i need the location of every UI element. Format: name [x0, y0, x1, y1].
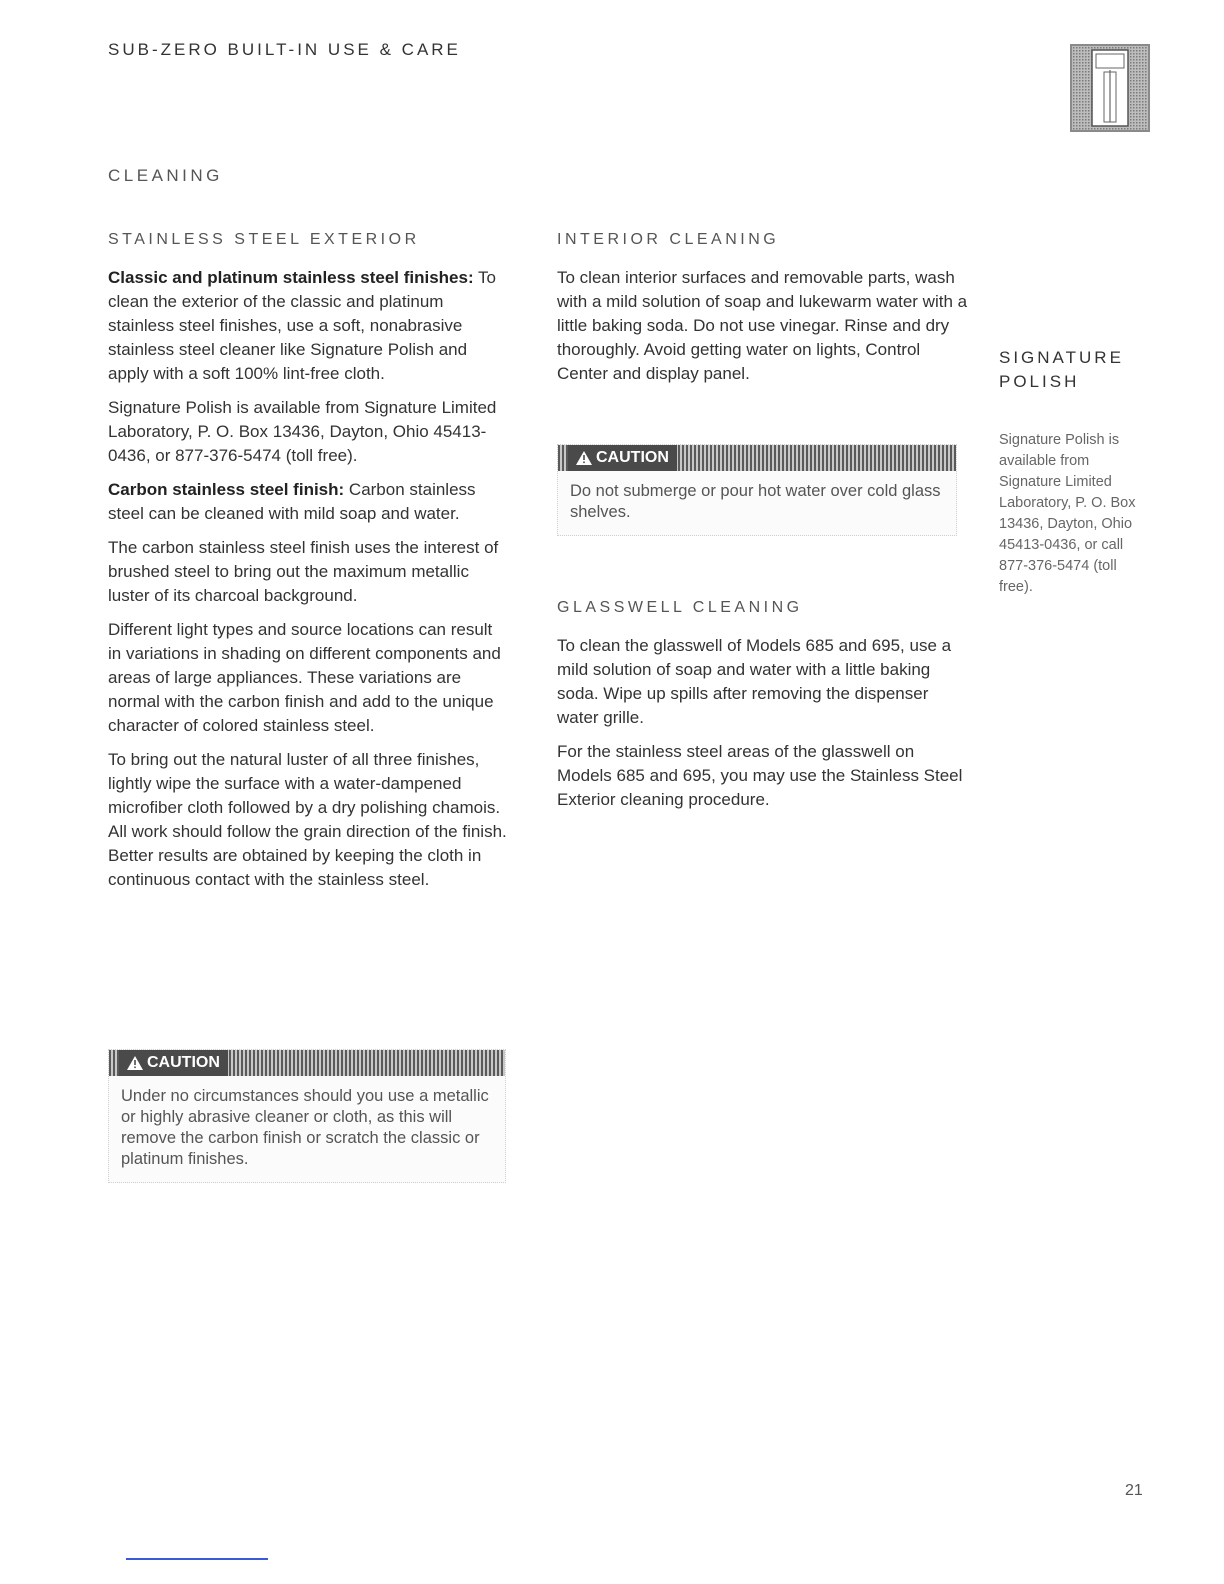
- interior-heading: INTERIOR CLEANING: [557, 231, 780, 248]
- warning-triangle-icon: [576, 451, 592, 465]
- paragraph-carbon: Carbon stainless steel finish: Carbon stainless steel can be cleaned with mild soap and water.: [108, 480, 476, 523]
- paragraph-glasswell-stainless: For the stainless steel areas of the glasswell on Models 685 and 695, you may use the Stainless Steel Exterior cleaning procedure.: [557, 742, 963, 809]
- caution-bar: [558, 445, 956, 471]
- sidebar-note: [999, 346, 1149, 598]
- glasswell-heading: GLASSWELL CLEANING: [557, 599, 803, 616]
- warning-triangle-icon: [127, 1056, 143, 1070]
- caution-label: CAUTION: [596, 449, 669, 466]
- paragraph-light-variations: Different light types and source locations can result in variations in shading on different components and areas of large appliances. These variations are normal with the carbon finish and add to the unique character of colored stainless steel.: [108, 620, 501, 735]
- paragraph-availability: Signature Polish is available from Signature Limited Laboratory, P. O. Box 13436, Dayton, Ohio 45413-0436, or 877-376-5474 (toll free).: [108, 398, 497, 465]
- caution-label: CAUTION: [147, 1054, 220, 1071]
- paragraph-classic-platinum: Classic and platinum stainless steel finishes: To clean the exterior of the classic and platinum stainless steel finishes, use a soft, nonabrasive stainless steel cleaner like Signature Polish and apply with a soft 100% lint-free cloth.: [108, 268, 496, 383]
- stainless-steel-heading: STAINLESS STEEL EXTERIOR: [108, 231, 420, 248]
- refrigerator-icon: [1070, 44, 1150, 132]
- running-head: SUB-ZERO BUILT-IN USE & CARE: [108, 40, 461, 59]
- footer-rule: [126, 1558, 268, 1560]
- section-title: CLEANING: [108, 166, 223, 185]
- caution-text: Under no circumstances should you use a metallic or highly abrasive cleaner or cloth, as this will remove the carbon finish or scratch the classic or platinum finishes.: [121, 1087, 489, 1168]
- glasswell-section: [557, 596, 973, 822]
- paragraph-interior: To clean interior surfaces and removable parts, wash with a mild solution of soap and lukewarm water with a little baking soda. Do not use vinegar. Rinse and dry thoroughly. Avoid getting water on lights, Control Center and display panel.: [557, 268, 968, 383]
- caution-box-interior: [557, 444, 957, 536]
- sidebar-heading: SIGNATURE POLISH: [999, 348, 1124, 391]
- caution-box-stainless: [108, 1049, 506, 1183]
- sidebar-text: Signature Polish is available from Signature Limited Laboratory, P. O. Box 13436, Dayton, Ohio 45413-0436, or call 877-376-5474 (toll free).: [999, 432, 1136, 595]
- caution-bar: [109, 1050, 505, 1076]
- interior-section: [557, 228, 973, 396]
- caution-text: Do not submerge or pour hot water over cold glass shelves.: [570, 482, 941, 521]
- paragraph-carbon-luster: The carbon stainless steel finish uses the interest of brushed steel to bring out the maximum metallic luster of its charcoal background.: [108, 538, 499, 605]
- paragraph-glasswell: To clean the glasswell of Models 685 and 695, use a mild solution of soap and water with a little baking soda. Wipe up spills after removing the dispenser water grille.: [557, 636, 952, 727]
- page-number: 21: [1125, 1482, 1143, 1499]
- stainless-steel-section: [108, 228, 508, 902]
- paragraph-natural-luster: To bring out the natural luster of all three finishes, lightly wipe the surface with a water-dampened microfiber cloth followed by a dry polishing chamois. All work should follow the grain direction of the finish. Better results are obtained by keeping the cloth in continuous contact with the stainless steel.: [108, 750, 507, 889]
